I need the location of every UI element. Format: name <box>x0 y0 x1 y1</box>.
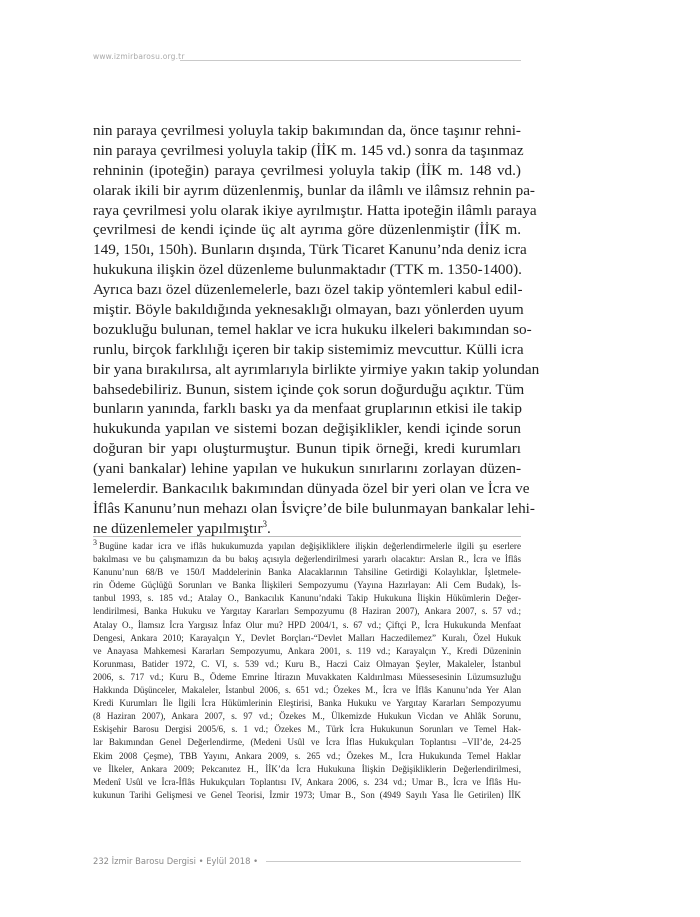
footnote-line: lendirilmesi, Banka Hukuku ve Yargıtay Kararları Sempozyumu (8 Haziran 2007), Ankara 2007, s. 57 vd.; <box>93 606 521 617</box>
body-line: nin paraya çevrilmesi yoluyla takip bakımından da, önce taşınır rehni- <box>93 122 521 139</box>
body-line: runlu, birçok farklılığı içeren bir takip sistemimiz mevcuttur. Külli icra <box>93 340 524 358</box>
footnote-line: ve Anayasa Mahkemesi Kararları Sempozyumu, Ankara 2001, s. 119 vd.; Karayalçın Y., Kredi Düzeninin <box>93 645 521 656</box>
footnote-line: Eskişehir Barosu Dergisi 2005/6, s. 1 vd.; Özekes M., Türk İcra Hukukunun Sorunları ve Temel Hak- <box>93 724 521 735</box>
footnote-rule <box>93 536 521 537</box>
footnote <box>93 537 521 802</box>
body-line: bir yana bırakılırsa, alt ayrımlarıyla birlikte yirmiye yakın takip yolundan <box>93 360 540 378</box>
footnote-line: Kredi Kurumları İle İlgili İcra Hükümlerinin Eleştirisi, Banka Hukuku ve Yargıtay Kararları Sempozyumu <box>93 698 521 709</box>
header-url: www.izmirbarosu.org.tr <box>93 52 185 61</box>
body-line: 149, 150ı, 150h). Bunların dışında, Türk Ticaret Kanunu’nda deniz icra <box>93 241 527 259</box>
body-line: Ayrıca bazı özel düzenlemelerle, bazı özel takip yöntemleri kabul edil- <box>93 281 523 299</box>
footnote-line: 2006, s. 717 vd.; Kuru B., Ödeme Emrine İtirazın Muvakkaten Kaldırılması Müessesesinin Lüzumsuzluğu <box>93 671 521 682</box>
body-line: bahsedebiliriz. Bunun, sistem içinde çok sorun doğurduğu açıktır. Tüm <box>93 380 525 398</box>
footnote-line: lar Bakımından Genel Değerlendirme, (Medeni Usûl ve İcra İflas Hukukçuları Toplantısı –VII’de, 24-25 <box>93 737 521 748</box>
footnote-reference[interactable]: 3 <box>262 518 268 529</box>
body-line: raya çevrilmesi yolu olarak ikiye ayrılmıştır. Hatta ipoteğin ilâmlı paraya <box>93 201 537 219</box>
footnote-line: Dengesi, Ankara 2010; Karayalçın Y., Devlet Borçları-“Devlet Malları Haczedilemez” Kuralı, Özel Hukuk <box>93 632 521 643</box>
body-line: lemelerdir. Bankacılık bakımından dünyada özel bir yeri olan ve İcra ve <box>93 480 530 498</box>
footnote-line: (8 Haziran 2007), Ankara 2007, s. 97 vd.; Özekes M., Ülkemizde Hukukun Vicdan ve Ahlâk Sorunu, <box>93 711 521 722</box>
body-line: çevrilmesi de kendi içinde üç alt ayrıma göre düzenlenmiştir (İİK m. <box>93 221 521 239</box>
body-line: ne düzenlemeler yapılmıştır$^3$. <box>93 518 271 537</box>
footnote-line: ve İlkeler, Ankara 2009; Pekcanıtez H., İİK’da İcra Hukukuna İlişkin Değişikliklerin Değerlendirilmesi, <box>93 763 521 774</box>
footnote-line: Korunması, Batider 1972, C. VI, s. 539 vd.; Kuru B., Haczi Caiz Olmayan Şeyler, Makaleler, İstanbul <box>93 658 521 669</box>
footer-text: İzmir Barosu Dergisi • Eylül 2018 • <box>111 856 259 866</box>
body-line: nin paraya çevrilmesi yoluyla takip (İİK m. 145 vd.) sonra da taşınmaz <box>93 141 524 159</box>
body-line: rehninin (ipoteğin) paraya çevrilmesi yoluyla takip (İİK m. 148 vd.) <box>93 161 521 179</box>
footer-rule <box>266 861 521 862</box>
footnote-line: rin Ödeme Güçlüğü Sorunları ve Banka İlişkileri Sempozyumu (Yayına Hazırlayan: Ali Cem Budak), İs- <box>93 580 521 591</box>
body-line: doğuran bir yapı oluşturmuştur. Bunun tipik örneği, kredi kurumları <box>93 440 521 458</box>
body-line: İflâs Kanunu’nun mehazı olan İsviçre’de bile bulunmayan bankalar lehi- <box>93 499 535 517</box>
body-text <box>93 121 540 539</box>
header-rule <box>180 60 521 61</box>
body-line: olarak ikili bir ayrım düzenlenmiş, bunlar da ilâmlı ve ilâmsız rehnin pa- <box>93 181 535 199</box>
footnote-marker: 3 <box>93 537 97 547</box>
footnote-line: tanbul 1993, s. 185 vd.; Atalay O., Bankacılık Kanunu’ndaki Takip Hukukuna İlişkin Hükümlerin Değer- <box>93 593 521 604</box>
body-line: hukukuna ilişkin özel düzenleme bulunmaktadır (TTK m. 1350-1400). <box>93 261 522 279</box>
page-number: 232 <box>93 856 109 866</box>
body-line: miştir. Böyle bakıldığında yeknesaklığı olmayan, bazı yönlerden uyum <box>93 301 524 319</box>
footnote-line: 3 Bugüne kadar icra ve iflâs hukukumuzda yapılan değişikliklere ilişkin değerlendirmelerle ilgili şu eserlere <box>93 537 521 551</box>
body-line: bunların yanında, farklı baskı ya da menfaat gruplarının etkisi ile takip <box>93 400 522 418</box>
footnote-line: bakılması ve bu çalışmamızın da bu bakış açısıyla değerlendirilmesi yararlı olacaktır: Arslan R., İcra ve İflâs <box>93 554 521 565</box>
footnote-line: Ekim 2008 Çeşme), TBB Yayını, Ankara 2009, s. 265 vd.; Özekes M., İcra Hukukunda Temel Haklar <box>93 750 521 761</box>
footnote-line: kukunun Tarihi Gelişmesi ve Genel Teorisi, İzmir 1973; Umar B., Son (4949 Sayılı Yasa İle Getirilen) İİK <box>93 789 521 800</box>
body-line: hukukunda yapılan ve sistemi bozan değişiklikler, kendi içinde sorun <box>93 420 521 438</box>
body-line: (yani bankalar) lehine yapılan ve hukukun sınırlarını zorlayan düzen- <box>93 460 521 478</box>
body-line: bozukluğu bulunan, temel haklar ve icra hukuku ilkeleri bakımından so- <box>93 320 532 338</box>
footnote-line: Medenî Usûl ve İcra-İflâs Hukukçuları Toplantısı IV, Ankara 2006, s. 234 vd.; Umar B., İcra ve İflâs Hu- <box>93 776 521 787</box>
footnote-line: Hakkında Düşünceler, Makaleler, İstanbul 2006, s. 651 vd.; Özekes M., İcra ve İflâs Kanunu’nda Yer Alan <box>93 685 521 696</box>
footnote-line: Atalay O., İlamsız İcra Yargısız İnfaz Olur mu? HPD 2004/1, s. 67 vd.; Çiftçi P., İcra Hukukunda Menfaat <box>93 619 521 630</box>
footer <box>93 856 258 866</box>
footnote-line: Kanunu’nun 68/B ve 150/I Maddelerinin Banka Alacaklarının Tahsiline Getirdiği Kolaylıklar, İşletmele- <box>93 567 521 578</box>
